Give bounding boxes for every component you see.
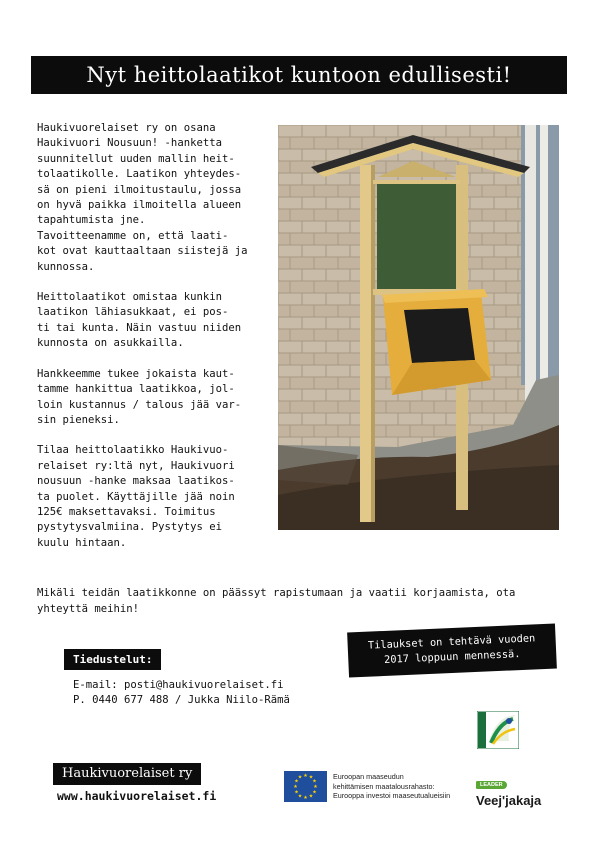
svg-text:★: ★ (312, 789, 317, 796)
svg-text:★: ★ (303, 773, 308, 779)
svg-text:★: ★ (303, 795, 308, 801)
contact-info (73, 678, 290, 708)
paragraph-goal: Tavoitteenamme on, että laati- kot ovat kauttaaltaan siistejä ja kunnossa. (37, 229, 248, 273)
headline-banner (31, 56, 567, 94)
leader-group-logo (476, 773, 541, 808)
inquiries-label: Tiedustelut: (64, 649, 161, 670)
mailbox-photo (278, 125, 559, 530)
headline-text: Nyt heittolaatikot kuntoon edullisesti! (86, 63, 512, 87)
contact-email[interactable]: E-mail: posti@haukivuorelaiset.fi (73, 679, 284, 691)
svg-text:★: ★ (308, 774, 314, 781)
body-text-column (37, 121, 267, 566)
svg-text:★: ★ (294, 778, 299, 785)
svg-text:★: ★ (297, 793, 303, 800)
svg-text:★: ★ (293, 784, 298, 790)
contact-phone: P. 0440 677 488 / Jukka Niilo-Rämä (73, 694, 290, 706)
order-deadline-note: Tilaukset on tehtävä vuoden 2017 loppuun mennessä. (347, 623, 557, 677)
svg-text:★: ★ (313, 784, 318, 790)
eu-flag-icon (284, 771, 327, 802)
leader-logo-icon (477, 711, 519, 749)
paragraph-order: Tilaa heittolaatikko Haukivuo- relaiset ry:ltä nyt, Haukivuori nousuun -hanke maksaa laatikos- ta puolet. Käyttäjille jää noin 125€ maksettavaksi. Toimitus pystytysvalmiina. Pystytys ei kuulu hintaan. (37, 444, 235, 549)
svg-text:★: ★ (308, 793, 314, 800)
repair-note: Mikäli teidän laatikkonne on päässyt rapistumaan ja vaatii korjaamista, ota yhteyttä meihin! (37, 587, 516, 615)
leader-badge: LEADER (476, 781, 507, 789)
leader-group-name: Veej'jakaja (476, 793, 542, 808)
eu-funding-text: Euroopan maaseudun kehittämisen maatalousrahasto: Eurooppa investoi maaseutualueisiin (333, 772, 451, 800)
svg-text:★: ★ (297, 774, 303, 781)
paragraph-intro: Haukivuorelaiset ry on osana Haukivuori Nousuun! -hanketta suunnitellut uuden mallin heit- tolaatikolle. Laatikon yhteydes- sä on pieni ilmoitustaulu, jossa on hyvä paikka ilmoitella alueen tapahtumista jne. (37, 122, 242, 227)
organization-name: Haukivuorelaiset ry (53, 763, 201, 785)
svg-text:★: ★ (294, 789, 299, 796)
paragraph-support: Hankkeemme tukee jokaista kaut- tamme hankittua laatikkoa, jol- loin kustannus / talous jää var- sin pieneksi. (37, 367, 242, 426)
svg-text:★: ★ (312, 778, 317, 785)
website-link[interactable]: www.haukivuorelaiset.fi (57, 789, 217, 803)
paragraph-ownership: Heittolaatikot omistaa kunkin laatikon lähiasukkaat, ei pos- ti tai kunta. Näin vastuu niiden kunnosta on asukkailla. (37, 291, 242, 350)
